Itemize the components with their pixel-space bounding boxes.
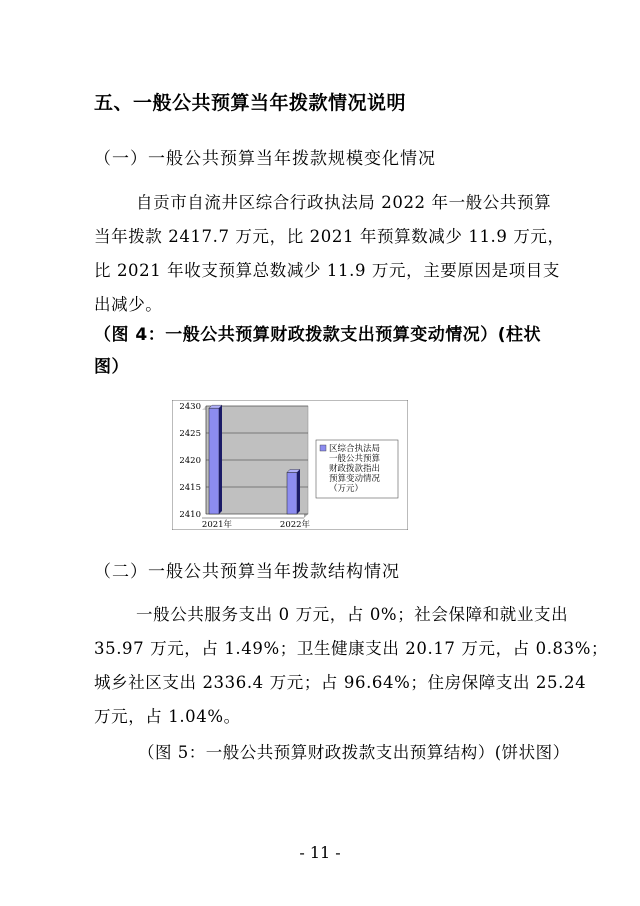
paragraph-line: 自贡市自流井区综合行政执法局 2022 年一般公共预算 <box>136 193 552 212</box>
y-tick-label: 2425 <box>179 429 201 439</box>
x-tick-label: 2021年 <box>201 520 233 530</box>
paragraph-line: 一般公共服务支出 0 万元，占 0%；社会保障和就业支出 <box>136 605 569 624</box>
figure5-caption: （图 5：一般公共预算财政拨款支出预算结构）(饼状图） <box>138 743 570 762</box>
page-number: - 11 - <box>299 843 341 862</box>
bar <box>209 405 222 514</box>
legend-line: 财政拨款指出 <box>329 464 381 474</box>
section-heading: 五、一般公共预算当年拨款情况说明 <box>94 92 407 114</box>
bar-side <box>219 405 222 514</box>
x-tick-label: 2022年 <box>279 520 311 530</box>
subsection-heading-1: （一）一般公共预算当年拨款规模变化情况 <box>94 149 436 169</box>
paragraph-line: 万元，占 1.04%。 <box>94 707 241 726</box>
figure4-caption: （图 4：一般公共预算财政拨款支出预算变动情况）(柱状图） <box>94 325 542 377</box>
paragraph-line: 35.97 万元，占 1.49%；卫生健康支出 20.17 万元，占 0.83%； <box>94 639 609 658</box>
subsection-heading-2: （二）一般公共预算当年拨款结构情况 <box>94 562 400 582</box>
paragraph-line: 出减少。 <box>94 295 163 314</box>
y-tick-label: 2415 <box>179 483 201 493</box>
bar-front <box>209 408 219 514</box>
y-tick-label: 2410 <box>179 510 201 520</box>
bar-chart <box>172 400 408 530</box>
y-tick-label: 2420 <box>179 456 201 466</box>
bar-side <box>297 469 300 514</box>
paragraph-line: 当年拨款 2417.7 万元，比 2021 年预算数减少 11.9 万元， <box>94 227 565 246</box>
paragraph-budget-structure <box>94 598 609 734</box>
bar <box>287 469 300 514</box>
paragraph-budget-scale <box>94 186 565 322</box>
y-tick-label: 2430 <box>179 402 201 412</box>
legend-swatch <box>320 445 326 451</box>
legend-line: 区综合执法局 <box>329 444 381 454</box>
bar-front <box>287 472 297 514</box>
paragraph-line: 城乡社区支出 2336.4 万元；占 96.64%；住房保障支出 25.24 <box>94 673 587 692</box>
legend-line: （万元） <box>329 484 364 494</box>
legend-line: 预算变动情况 <box>329 474 381 484</box>
legend-line: 一般公共预算 <box>329 454 381 464</box>
paragraph-line: 比 2021 年收支预算总数减少 11.9 万元，主要原因是项目支 <box>94 261 561 280</box>
